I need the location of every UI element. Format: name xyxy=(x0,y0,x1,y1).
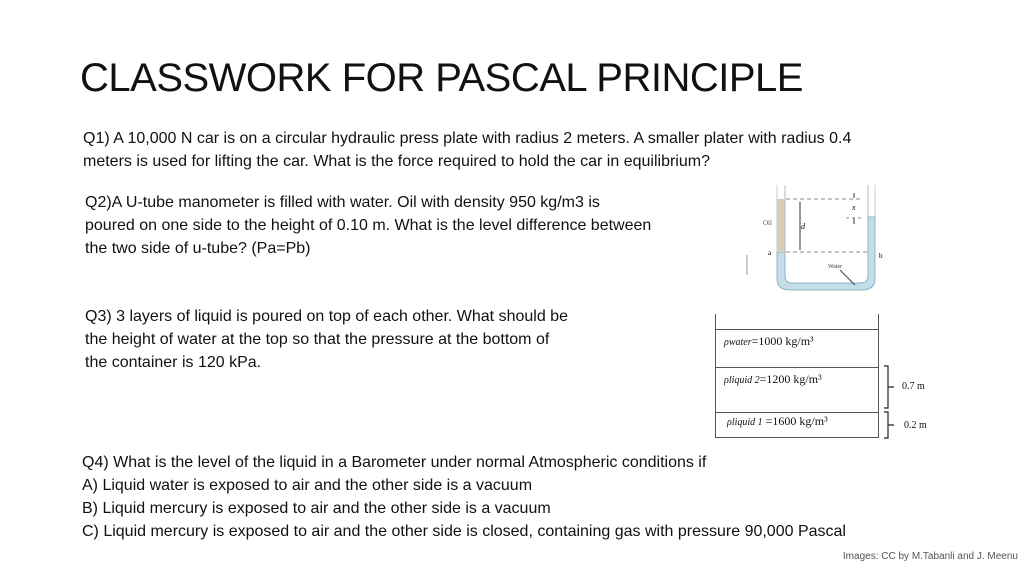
q2-line: poured on one side to the height of 0.10 m. What is the level difference between xyxy=(85,217,652,234)
question-3 xyxy=(85,305,568,374)
q3-line: Q3) 3 layers of liquid is poured on top of each other. What should be xyxy=(85,308,568,325)
d-label: d xyxy=(801,222,805,231)
q1-line: meters is used for lifting the car. What is the force required to hold the car in equilibrium? xyxy=(83,153,710,170)
q2-line: Q2)A U-tube manometer is filled with water. Oil with density 950 kg/m3 is xyxy=(85,194,600,211)
b-label: b xyxy=(879,252,883,260)
liquid2-density: ρliquid 2=1200 kg/m³ xyxy=(724,372,822,386)
q1-line: Q1) A 10,000 N car is on a circular hydraulic press plate with radius 2 meters. A smaller plater with radius 0.4 xyxy=(83,130,852,147)
oil-label: Oil xyxy=(763,219,772,227)
slide-title: CLASSWORK FOR PASCAL PRINCIPLE xyxy=(80,56,803,100)
q4-line: B) Liquid mercury is exposed to air and the other side is a vacuum xyxy=(82,500,551,517)
height-brackets xyxy=(880,360,900,440)
liquid2-height: 0.7 m xyxy=(902,381,925,392)
q4-line: C) Liquid mercury is exposed to air and the other side is closed, containing gas with pressure 90,000 Pascal xyxy=(82,523,846,540)
water-label: Water xyxy=(828,264,843,270)
x-label: x xyxy=(852,203,856,212)
q3-line: the height of water at the top so that the pressure at the bottom of xyxy=(85,331,550,348)
question-4 xyxy=(82,451,846,543)
a-label: a xyxy=(768,249,772,257)
q4-line: Q4) What is the level of the liquid in a Barometer under normal Atmospheric conditions if xyxy=(82,454,707,471)
liquid1-density: ρliquid 1 =1600 kg/m³ xyxy=(727,414,828,428)
liquid1-height: 0.2 m xyxy=(904,420,927,431)
water-density: ρwater=1000 kg/m³ xyxy=(724,334,814,348)
q3-line: the container is 120 kPa. xyxy=(85,354,262,371)
q2-line: the two side of u-tube? (Pa=Pb) xyxy=(85,240,311,257)
q4-line: A) Liquid water is exposed to air and the other side is a vacuum xyxy=(82,477,533,494)
image-credit: Images: CC by M.Tabanli and J. Meenu xyxy=(842,551,1018,562)
